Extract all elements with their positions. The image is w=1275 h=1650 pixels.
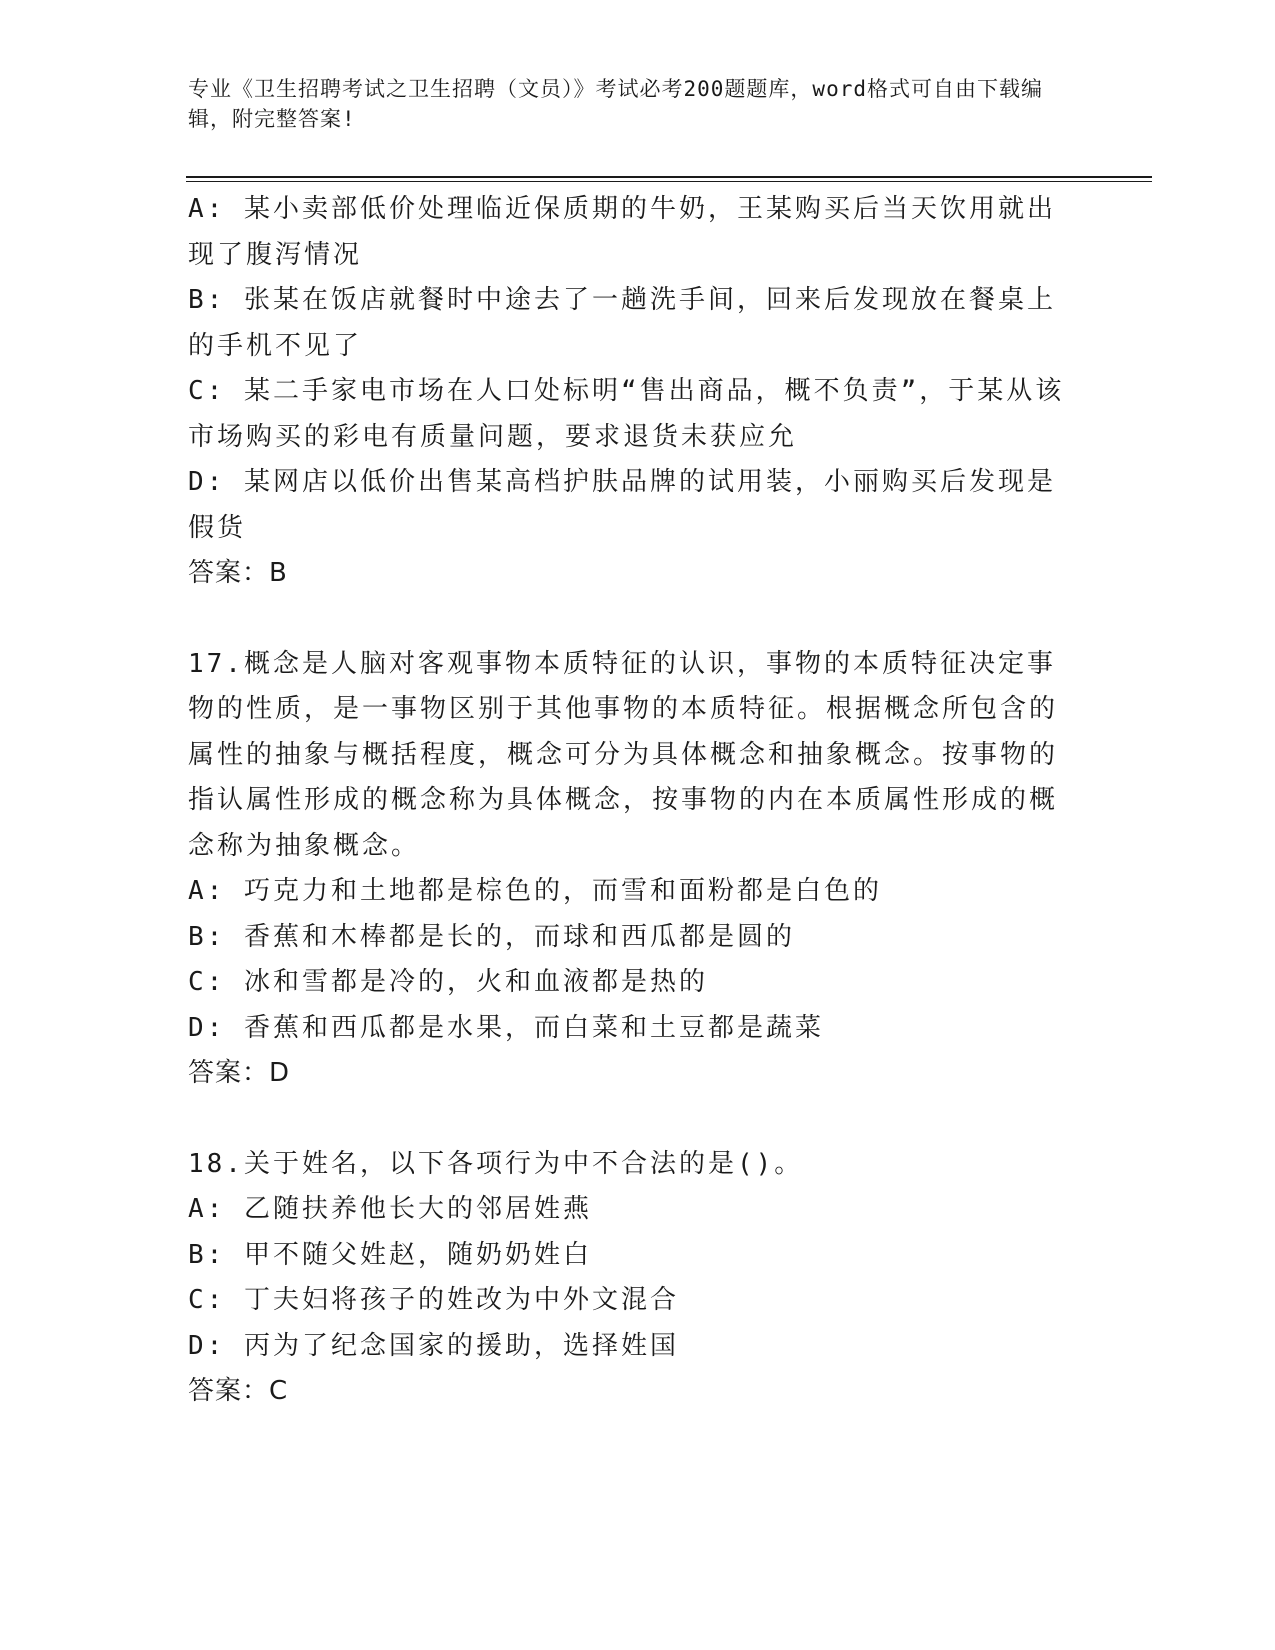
question-16-option-b: B: 张某在饭店就餐时中途去了一趟洗手间，回来后发现放在餐桌上的手机不见了 <box>188 285 1056 361</box>
question-spacer <box>188 1097 1073 1142</box>
question-16-option-a: A: 某小卖部低价处理临近保质期的牛奶，王某购买后当天饮用就出现了腹泻情况 <box>188 194 1056 270</box>
question-16-option-c: C: 某二手家电市场在人口处标明“售出商品，概不负责”，于某从该市场购买的彩电有质量问题，要求退货未获应允 <box>188 376 1065 452</box>
question-17-option-b: B: 香蕉和木棒都是长的，而球和西瓜都是圆的 <box>188 921 795 952</box>
header-divider-thin <box>186 181 1152 182</box>
question-spacer <box>188 597 1073 642</box>
question-18-option-a: A: 乙随扶养他长大的邻居姓燕 <box>188 1194 592 1224</box>
question-18-answer: 答案：C <box>188 1376 289 1406</box>
question-17-option-a: A: 巧克力和土地都是棕色的，而雪和面粉都是白色的 <box>188 876 882 906</box>
question-18-option-c: C: 丁夫妇将孩子的姓改为中外文混合 <box>188 1285 679 1315</box>
document-body <box>188 187 1073 1415</box>
question-18-option-d: D: 丙为了纪念国家的援助，选择姓国 <box>188 1330 679 1361</box>
header-divider-thick <box>186 176 1152 178</box>
question-17-stem: 17.概念是人脑对客观事物本质特征的认识，事物的本质特征决定事物的性质，是一事物区别于其他事物的本质特征。根据概念所包含的属性的抽象与概括程度，概念可分为具体概念和抽象概念。按事物的指认属性形成的概念称为具体概念，按事物的内在本质属性形成的概念称为抽象概念。 <box>188 648 1059 861</box>
question-17-option-d: D: 香蕉和西瓜都是水果，而白菜和土豆都是蔬菜 <box>188 1012 824 1043</box>
question-17-block <box>188 642 1073 1097</box>
question-16-block <box>188 187 1073 597</box>
question-18-stem: 18.关于姓名，以下各项行为中不合法的是()。 <box>188 1148 804 1179</box>
question-17-answer: 答案：D <box>188 1058 291 1088</box>
question-16-answer: 答案：B <box>188 558 288 588</box>
question-18-option-b: B: 甲不随父姓赵，随奶奶姓白 <box>188 1239 592 1270</box>
question-16-option-d: D: 某网店以低价出售某高档护肤品牌的试用装，小丽购买后发现是假货 <box>188 467 1056 543</box>
question-18-block <box>188 1142 1073 1415</box>
question-17-option-c: C: 冰和雪都是冷的，火和血液都是热的 <box>188 967 708 997</box>
document-header: 专业《卫生招聘考试之卫生招聘（文员）》考试必考200题题库，word格式可自由下载编辑，附完整答案! <box>188 77 1043 131</box>
